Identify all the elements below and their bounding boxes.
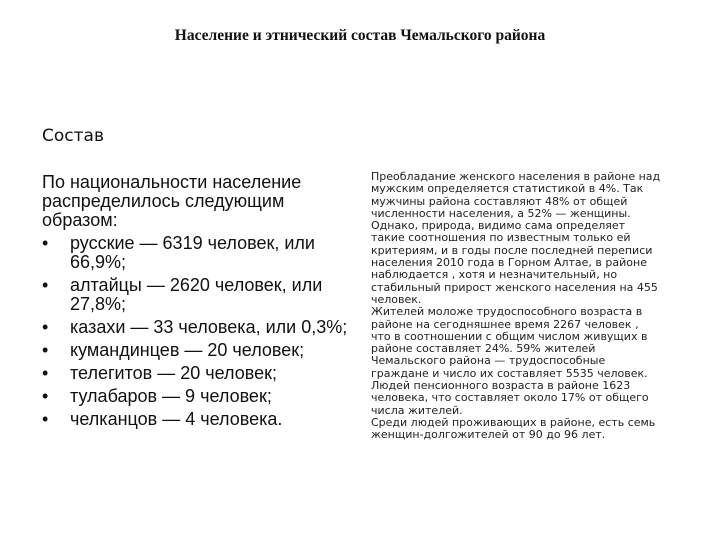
bullet-icon: •: [42, 386, 49, 406]
list-item: [42, 364, 352, 383]
paragraph-longevity: Среди людей проживающих в районе, есть семь женщин-долгожителей от 90 до 96 лет.: [371, 415, 656, 442]
nationality-list: [42, 234, 352, 429]
bullet-icon: •: [42, 409, 49, 429]
paragraph-gender: Преобладание женского населения в районе над мужским определяется статистикой в 4%. Так мужчины района составляют 48% от общей численности населения, а 52% — женщины. Однако, природа, видимо сама определяет такие соотношения по известным только ей критериям, и в годы после последней переписи населения 2010 года в Горном Алтае, в районе наблюдается , хотя и незначительный, но стабильный прирост женского населения на 455 человек.: [371, 170, 661, 306]
right-column: [371, 171, 661, 442]
list-item-text: челканцов — 4 человека.: [70, 409, 283, 429]
intro-text: По национальности население распределилось следующим образом:: [42, 172, 302, 230]
list-item: [42, 341, 352, 360]
list-item-text: тулабаров — 9 человек;: [70, 386, 272, 406]
list-item: [42, 318, 352, 337]
list-item-text: казахи — 33 человека, или 0,3%;: [70, 317, 348, 337]
section-heading: Состав: [42, 126, 104, 146]
paragraph-working-age: Жителей моложе трудоспособного возраста в районе на сегодняшнее время 2267 человек , что в соотношении с общим числом живущих в районе составляет 24%. 59% жителей Чемальского района — трудоспособные граждане и число их составляет 5535 человек.: [371, 305, 648, 380]
bullet-icon: •: [42, 317, 49, 337]
list-item-text: алтайцы — 2620 человек, или 27,8%;: [70, 275, 323, 314]
bullet-icon: •: [42, 275, 49, 295]
left-column: [42, 173, 352, 433]
bullet-icon: •: [42, 340, 49, 360]
slide-title: Население и этнический состав Чемальского района: [174, 27, 546, 44]
bullet-icon: •: [42, 363, 49, 383]
list-item-text: русские — 6319 человек, или 66,9%;: [70, 233, 315, 272]
list-item: [42, 276, 352, 314]
list-item: [42, 387, 352, 406]
list-item: [42, 234, 352, 272]
list-item-text: телегитов — 20 человек;: [70, 363, 277, 383]
paragraph-pension-age: Людей пенсионного возраста в районе 1623 человека, что составляет около 17% от общего числа жителей.: [371, 379, 649, 417]
list-item-text: кумандинцев — 20 человек;: [70, 340, 305, 360]
list-item: [42, 410, 352, 429]
bullet-icon: •: [42, 233, 49, 253]
